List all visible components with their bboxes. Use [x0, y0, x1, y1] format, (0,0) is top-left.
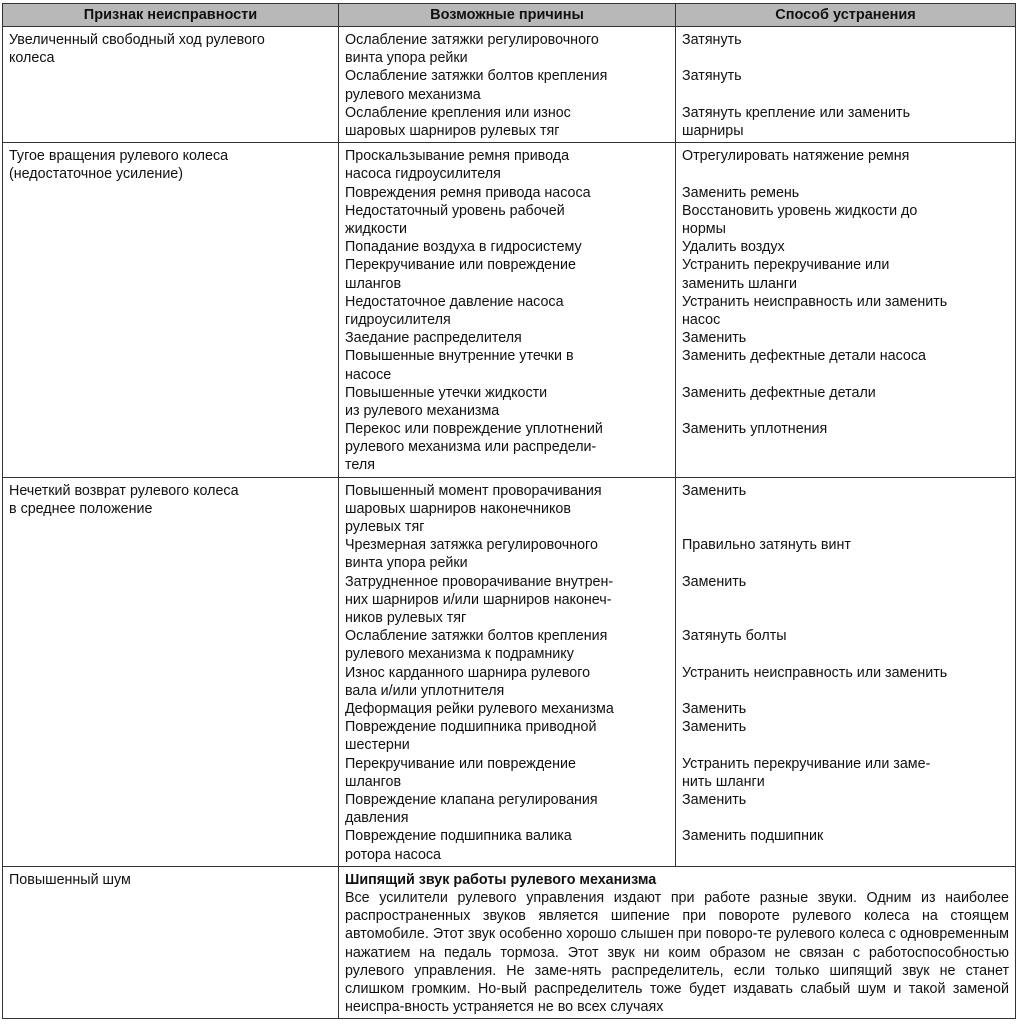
remedy-item [682, 755, 1009, 791]
cause-item [345, 256, 669, 292]
cause-line: насосе [345, 366, 392, 383]
cause-item [345, 420, 669, 475]
remedy-item [682, 420, 1009, 475]
remedy-line: Заменить дефектные детали [682, 384, 876, 401]
remedy-line: Заменить [682, 701, 747, 718]
cause-line: Затрудненное проворачивание внутрен- [345, 573, 614, 590]
symptom-line: (недостаточное усиление) [9, 166, 184, 183]
cause-line: Перекручивание или повреждение [345, 755, 576, 772]
cause-item [345, 347, 669, 383]
cause-line: Ослабление затяжки болтов крепления [345, 628, 608, 645]
symptom-line: Нечеткий возврат рулевого колеса [9, 482, 239, 499]
remedy-item [682, 293, 1009, 329]
remedy-line: Затянуть [682, 68, 742, 85]
cause-item [345, 664, 669, 700]
remedy-item [682, 104, 1009, 140]
cause-line: Повреждение подшипника приводной [345, 719, 597, 736]
cause-item [345, 147, 669, 183]
remedy-line: Заменить [682, 482, 747, 499]
cause-line: Повреждения ремня привода насоса [345, 184, 591, 201]
table-row [3, 477, 1016, 866]
remedy-item [682, 238, 1009, 256]
remedy-item [682, 329, 1009, 347]
cause-line: Недостаточный уровень рабочей [345, 202, 565, 219]
remedy-line: заменить шланги [682, 275, 797, 292]
remedy-line: Восстановить уровень жидкости до [682, 202, 918, 219]
cause-line: Недостаточное давление насоса [345, 293, 564, 310]
noise-title: Шипящий звук работы рулевого механизма [345, 871, 657, 888]
cause-line: рулевого механизма к подрамнику [345, 646, 574, 663]
cause-line: Ослабление затяжки регулировочного [345, 32, 599, 48]
table-body [3, 27, 1016, 1019]
cause-item [345, 67, 669, 103]
remedy-line: Заменить ремень [682, 184, 800, 201]
remedy-line: Затянуть болты [682, 628, 787, 645]
cause-line: гидроусилителя [345, 311, 451, 328]
remedy-item [682, 31, 1009, 67]
remedy-line: нормы [682, 220, 726, 237]
fault-table [2, 3, 1016, 1019]
header-symptom: Признак неисправности [3, 4, 339, 27]
remedy-line: Правильно затянуть винт [682, 537, 851, 554]
cause-line: рулевого механизма [345, 86, 481, 103]
cause-line: ротора насоса [345, 846, 442, 863]
remedy-line: Удалить воздух [682, 239, 785, 256]
cause-line: Заедание распределителя [345, 330, 522, 347]
cause-line: Повышенный момент проворачивания [345, 482, 602, 499]
cause-line: из рулевого механизма [345, 402, 500, 419]
header-causes: Возможные причины [339, 4, 676, 27]
cause-item [345, 700, 669, 718]
noise-symptom-cell [3, 866, 339, 1019]
remedy-item [682, 482, 1009, 537]
cause-line: них шарниров и/или шарниров наконеч- [345, 591, 612, 608]
cause-line: шлангов [345, 275, 402, 292]
cause-line: рулевых тяг [345, 519, 425, 536]
cause-line: шаровых шарниров рулевых тяг [345, 122, 560, 139]
remedy-line: Заменить подшипник [682, 828, 824, 845]
symptom-line: Тугое вращения рулевого колеса [9, 148, 229, 165]
cause-item [345, 202, 669, 238]
noise-body: Все усилители рулевого управления издают при работе разные звуки. Одним из наиболее распространенных звуков является шипение при повороте рулевого колеса на стоящем автомобиле. Этот звук особенно хорошо слышен при поворо-те рулевого колеса с одновременным нажатием на педаль тормоза. Этот звук ни коим образом не связан с работоспособностью рулевого управления. Не заме-нять распределитель, если только шипящий звук не станет слишком громким. Но-вый распределитель тоже будет издавать слабый шум и такой заменой неиспра-вность устраняется не во всех случаях [345, 889, 1009, 1016]
cause-line: винта упора рейки [345, 50, 468, 67]
cause-line: рулевого механизма или распредели- [345, 439, 597, 456]
remedy-item [682, 384, 1009, 420]
cause-item [345, 755, 669, 791]
cause-item [345, 827, 669, 863]
remedy-item [682, 664, 1009, 700]
cause-line: шаровых шарниров наконечников [345, 500, 571, 517]
cause-line: жидкости [345, 220, 407, 237]
causes-cell [339, 27, 676, 143]
remedy-line: Устранить неисправность или заменить [682, 293, 948, 310]
remedy-line: Заменить [682, 719, 747, 736]
cause-line: винта упора рейки [345, 555, 468, 572]
cause-item [345, 184, 669, 202]
cause-line: вала и/или уплотнителя [345, 682, 505, 699]
cause-item [345, 718, 669, 754]
cause-line: Проскальзывание ремня привода [345, 148, 570, 165]
remedy-item [682, 256, 1009, 292]
cause-item [345, 536, 669, 572]
remedy-item [682, 827, 1009, 863]
causes-cell [339, 477, 676, 866]
remedy-item [682, 202, 1009, 238]
cause-line: Попадание воздуха в гидросистему [345, 239, 582, 256]
remedy-item [682, 147, 1009, 183]
remedy-item [682, 573, 1009, 628]
cause-line: Ослабление крепления или износ [345, 104, 571, 121]
noise-description-cell [339, 866, 1016, 1019]
remedy-line: Заменить [682, 573, 747, 590]
symptom-cell [3, 477, 339, 866]
noise-symptom: Повышенный шум [9, 871, 131, 888]
symptom-cell [3, 143, 339, 478]
cause-line: ников рулевых тяг [345, 610, 467, 627]
cause-line: шестерни [345, 737, 410, 754]
remedy-item [682, 700, 1009, 718]
cause-item [345, 31, 669, 67]
symptom-line: Увеличенный свободный ход рулевого [9, 32, 265, 48]
cause-line: Повышенные утечки жидкости [345, 384, 548, 401]
table-row [3, 143, 1016, 478]
cause-line: Чрезмерная затяжка регулировочного [345, 537, 598, 554]
cause-item [345, 627, 669, 663]
cause-line: Ослабление затяжки болтов крепления [345, 68, 608, 85]
noise-row [3, 866, 1016, 1019]
cause-line: Перекос или повреждение уплотнений [345, 421, 603, 438]
remedy-line: Устранить перекручивание или [682, 257, 890, 274]
header-remedy: Способ устранения [676, 4, 1016, 27]
cause-line: шлангов [345, 773, 402, 790]
cause-line: Повреждение подшипника валика [345, 828, 572, 845]
cause-line: Износ карданного шарнира рулевого [345, 664, 591, 681]
remedies-cell [676, 477, 1016, 866]
remedy-line: шарниры [682, 122, 744, 139]
cause-line: Повышенные внутренние утечки в [345, 348, 574, 365]
remedy-line: Заменить [682, 792, 747, 808]
causes-cell [339, 143, 676, 478]
remedy-line: Устранить неисправность или заменить [682, 664, 948, 681]
cause-line: теля [345, 457, 375, 474]
remedy-line: нить шланги [682, 773, 765, 790]
table-header-row [3, 4, 1016, 27]
remedy-item [682, 536, 1009, 572]
cause-item [345, 573, 669, 628]
remedy-item [682, 347, 1009, 383]
remedy-line: Заменить дефектные детали насоса [682, 348, 926, 365]
remedies-cell [676, 27, 1016, 143]
remedy-item [682, 67, 1009, 103]
cause-line: Перекручивание или повреждение [345, 257, 576, 274]
symptom-line: в среднее положение [9, 500, 153, 517]
remedies-cell [676, 143, 1016, 478]
cause-item [345, 482, 669, 537]
cause-line: насоса гидроусилителя [345, 166, 501, 183]
remedy-line: насос [682, 311, 721, 328]
symptom-cell [3, 27, 339, 143]
remedy-line: Затянуть крепление или заменить [682, 104, 911, 121]
cause-item [345, 791, 669, 827]
cause-item [345, 104, 669, 140]
remedy-line: Затянуть [682, 32, 742, 48]
cause-line: Деформация рейки рулевого механизма [345, 701, 614, 718]
cause-line: давления [345, 810, 409, 827]
remedy-line: Заменить уплотнения [682, 421, 828, 438]
remedy-item [682, 184, 1009, 202]
remedy-line: Устранить перекручивание или заме- [682, 755, 931, 772]
cause-item [345, 293, 669, 329]
symptom-line: колеса [9, 50, 55, 67]
remedy-item [682, 718, 1009, 754]
remedy-line: Отрегулировать натяжение ремня [682, 148, 910, 165]
cause-item [345, 384, 669, 420]
remedy-line: Заменить [682, 330, 747, 347]
remedy-item [682, 791, 1009, 827]
table-row [3, 27, 1016, 143]
cause-item [345, 238, 669, 256]
cause-item [345, 329, 669, 347]
remedy-item [682, 627, 1009, 663]
cause-line: Повреждение клапана регулирования [345, 792, 598, 808]
